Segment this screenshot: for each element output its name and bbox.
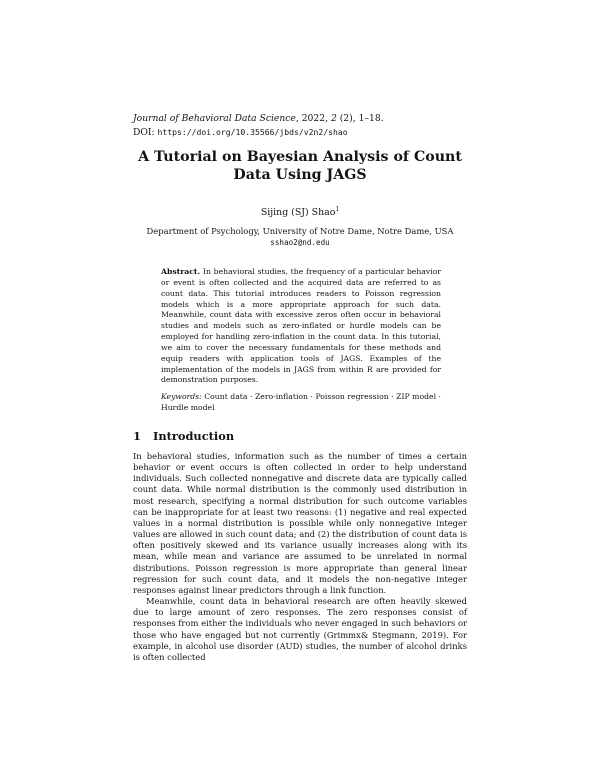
doi-link[interactable]: https://doi.org/10.35566/jbds/v2n2/shao [157, 127, 348, 137]
abstract [161, 267, 441, 386]
journal-issue-pages: (2), 1–18. [336, 113, 384, 124]
section-title: Introduction [153, 429, 235, 443]
body-text [133, 451, 467, 663]
affiliation: Department of Psychology, University of Notre Dame, Notre Dame, USA [146, 226, 454, 236]
keywords [161, 392, 441, 414]
journal-volume: 2 [330, 113, 337, 124]
keywords-label: Keywords: [161, 392, 202, 401]
section-heading [133, 429, 234, 443]
paper-title: A Tutorial on Bayesian Analysis of Count Data Using JAGS [138, 149, 462, 183]
section-number: 1 [133, 429, 141, 443]
journal-year: , 2022, [295, 113, 331, 124]
author-line [100, 204, 500, 219]
abstract-text: In behavioral studies, the frequency of a particular behavior or event is often collected and the acquired data are referred to as count data. This tutorial introduces readers to Poisson regression models which is a more appropriate approach for such data. Meanwhile, count data with excessive zeros often occur in behavioral studies and models such as zero-inflated or hurdle models can be employed for handling zero-inflation in the count data. In this tutorial, we aim to cover the necessary fundamentals for these methods and equip readers with application tools of JAGS. Examples of the implementation of the models in JAGS from within R are provided for demonstration purposes. [161, 267, 441, 385]
body-paragraph: In behavioral studies, information such as the number of times a certain behavior or event occurs is often collected in order to help understand individuals. Such collected nonnegative and discrete data are typically called count data. While normal distribution is the commonly used distribution in most research, specifying a normal distribution for such outcome variables can be inappropriate for at least two reasons: (1) negative and real expected values in a normal distribution is possible while only nonnegative integer values are allowed in such count data; and (2) the distribution of count data is often positively skewed and its variance usually increases along with its mean, while mean and variance are assumed to be unrelated in normal distributions. Poisson regression is more appropriate than general linear regression for such count data, and it models the non-negative integer responses against linear predictors through a link function. [133, 451, 467, 595]
journal-citation [133, 113, 384, 125]
doi-label: DOI: [133, 127, 158, 138]
keywords-text: Count data · Zero-inflation · Poisson regression · ZIP model · Hurdle model [161, 392, 441, 412]
journal-name: Journal of Behavioral Data Science [133, 113, 296, 124]
author-footnote-mark: 1 [335, 206, 340, 213]
doi-line [133, 126, 348, 139]
abstract-label: Abstract. [161, 267, 201, 276]
author-name: Sijing (SJ) Shao [260, 207, 336, 219]
author-email[interactable]: sshao2@nd.edu [270, 238, 330, 247]
body-paragraph: Meanwhile, count data in behavioral research are often heavily skewed due to large amount of zero responses. The zero responses consist of responses from either the individuals who never engaged in such behaviors or those who have engaged but not currently (Grimmx& Stegmann, 2019). For example, in alcohol use disorder (AUD) studies, the number of alcohol drinks is often collected [133, 596, 467, 662]
